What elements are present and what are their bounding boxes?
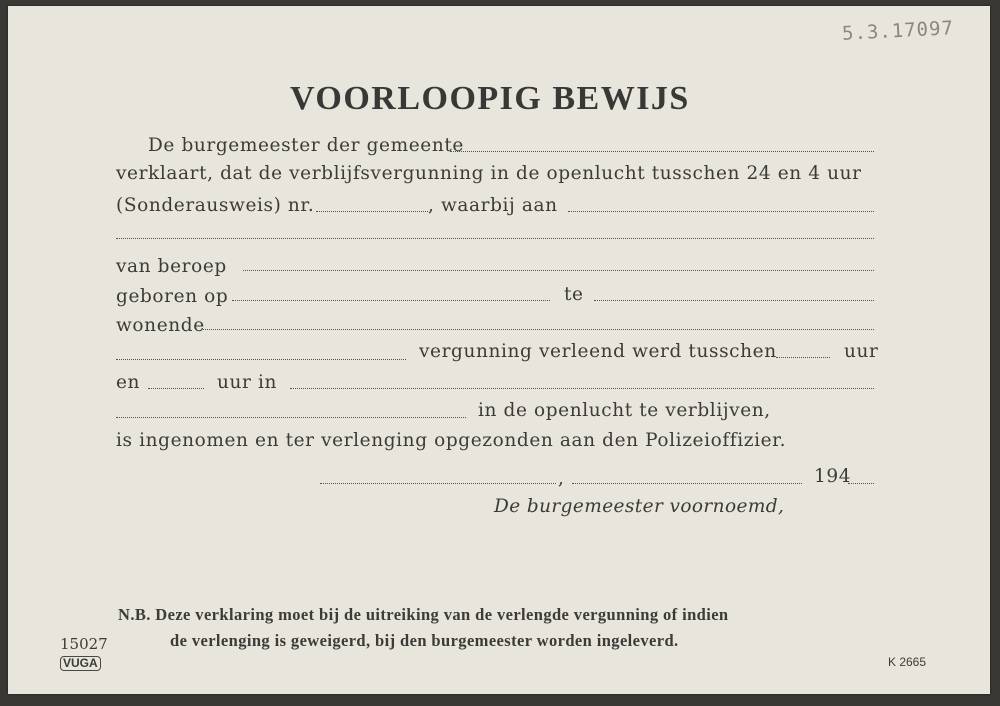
sonderausweis-label: (Sonderausweis) nr. [116, 195, 315, 216]
profession-label: van beroep [116, 256, 227, 277]
sonderausweis-number-field[interactable] [316, 211, 428, 212]
end-hour-field[interactable] [148, 388, 204, 389]
comma: , [558, 468, 565, 489]
hour-in-label: uur in [217, 372, 277, 393]
profession-field[interactable] [243, 270, 874, 271]
holder-name-field-continued[interactable] [116, 238, 874, 239]
nb-notice-line2: de verlenging is geweigerd, bij den burgemeester worden ingeleverd. [170, 631, 679, 650]
holder-name-field[interactable] [568, 211, 874, 212]
form-number: 15027 [60, 635, 108, 653]
municipality-label: De burgemeester der gemeente [148, 135, 464, 156]
birthplace-label: te [564, 284, 584, 305]
declaration-text: verklaart, dat de verblijfsvergunning in de openlucht tusschen 24 en 4 uur [116, 163, 862, 184]
start-hour-field[interactable] [776, 357, 830, 358]
archive-number: 5.3.17097 [841, 17, 955, 45]
area-field-continued[interactable] [116, 417, 466, 418]
date-field[interactable] [572, 483, 802, 484]
birthplace-field[interactable] [594, 300, 874, 301]
municipality-field[interactable] [450, 151, 874, 152]
year-prefix: 194 [814, 466, 852, 487]
residence-field-continued[interactable] [116, 359, 406, 360]
residence-label: wonende [116, 315, 205, 336]
birthdate-label: geboren op [116, 286, 229, 307]
page-title: VOORLOOPIG BEWIJS [290, 80, 690, 117]
area-field[interactable] [290, 388, 874, 389]
place-field[interactable] [320, 483, 556, 484]
outdoor-stay-text: in de openlucht te verblijven, [478, 400, 771, 421]
printer-mark: VUGA [60, 656, 101, 671]
nb-notice-line1: N.B. Deze verklaring moet bij de uitreiking van de verlengde vergunning of indien [118, 605, 729, 624]
year-field[interactable] [848, 483, 874, 484]
holder-label: , waarbij aan [428, 195, 558, 216]
forwarded-text: is ingenomen en ter verlenging opgezonden aan den Polizeioffizier. [116, 430, 787, 451]
permit-granted-text: vergunning verleend werd tusschen [419, 341, 777, 362]
birthdate-field[interactable] [232, 300, 550, 301]
signature-label: De burgemeester voornoemd, [494, 496, 785, 517]
and-label: en [116, 372, 141, 393]
residence-field[interactable] [203, 329, 874, 330]
form-code: K 2665 [888, 655, 927, 669]
hour-label: uur [844, 341, 879, 362]
